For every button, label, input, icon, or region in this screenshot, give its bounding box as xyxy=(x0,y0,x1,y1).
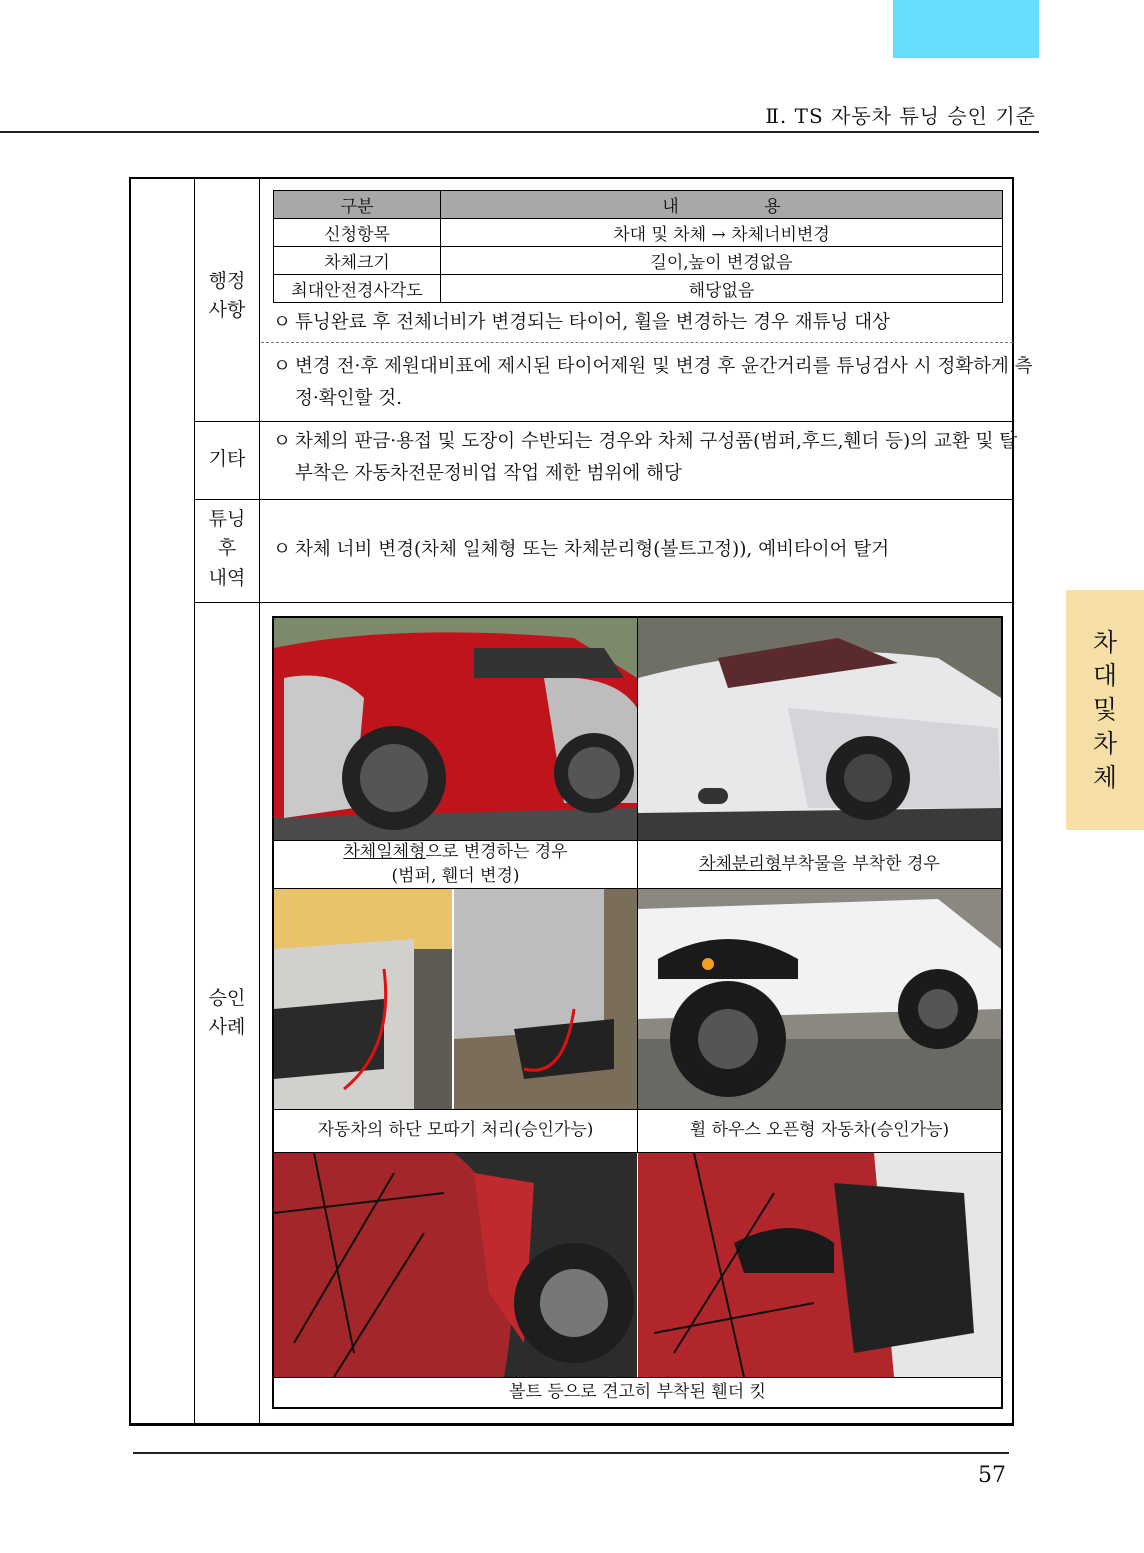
caption-open-wheel-house: 휠 하우스 오픈형 자동차(승인가능) xyxy=(638,1109,1001,1152)
admin-bullet-2: ㅇ 변경 전·후 제원대비표에 제시된 타이어제원 및 변경 후 윤간거리를 튜닝검사 시 정확하게 측정·확인할 것. xyxy=(273,351,1033,416)
chapter-side-tab xyxy=(1066,590,1144,830)
page-header-title: Ⅱ. TS 자동차 튜닝 승인 기준 xyxy=(765,104,1036,128)
photo-cell-integrated-body xyxy=(273,617,638,889)
column-divider xyxy=(259,179,260,1423)
bullet-mark: ㅇ xyxy=(273,356,291,377)
row-divider xyxy=(195,499,1012,500)
after-tuning-bullet: ㅇ 차체 너비 변경(차체 일체형 또는 차체분리형(볼트고정)), 예비타이어 탈거 xyxy=(273,534,1013,566)
photo-lower-chamfer-treatment xyxy=(274,889,637,1109)
row-label-after-tuning: 튜닝 후 내역 xyxy=(208,508,246,589)
photo-cell-chamfer xyxy=(273,888,638,1153)
bullet-mark: ㅇ xyxy=(273,431,291,452)
caption-integrated-body: 차체일체형으로 변경하는 경우 (범퍼, 휀더 변경) xyxy=(274,840,637,888)
spec-header-category: 구분 xyxy=(274,191,441,219)
photo-cell-separable-body xyxy=(637,617,1002,889)
caption-chamfer: 자동차의 하단 모따기 처리(승인가능) xyxy=(274,1109,637,1152)
row-divider xyxy=(195,421,1012,422)
photo-white-jeep-open-wheel-house xyxy=(638,889,1001,1109)
criteria-table xyxy=(129,177,1033,1426)
page-number: 57 xyxy=(978,1463,1006,1488)
approved-cases-photo-grid xyxy=(272,616,1003,1409)
caption-separable-body: 차체분리형 부착물을 부착한 경우 xyxy=(638,840,1001,888)
photo-white-sedan-fender-flare xyxy=(638,618,1001,840)
spec-header-content: 내 용 xyxy=(441,191,1003,219)
dotted-divider xyxy=(261,342,1013,343)
side-tab-char: 체 xyxy=(1092,762,1118,792)
side-tab-char: 차 xyxy=(1092,728,1118,758)
side-tab-char: 차 xyxy=(1092,627,1118,657)
photo-cell-fender-kit xyxy=(273,1152,1002,1408)
row-divider xyxy=(195,602,1012,603)
spec-cell: 차체크기 xyxy=(274,247,441,275)
etc-bullet: ㅇ 차체의 판금·용접 및 도장이 수반되는 경우와 차체 구성품(범퍼,후드,휀더 등)의 교환 및 탈부착은 자동차전문정비업 작업 제한 범위에 해당 xyxy=(273,426,1033,491)
photo-red-car-bolted-fender-kit xyxy=(274,1153,1001,1377)
spec-cell: 최대안전경사각도 xyxy=(274,275,441,303)
header-divider xyxy=(0,131,1039,133)
spec-cell: 차대 및 차체 → 차체너비변경 xyxy=(441,219,1003,247)
column-divider xyxy=(194,179,195,1423)
bullet-mark: ㅇ xyxy=(273,312,291,333)
spec-cell: 해당없음 xyxy=(441,275,1003,303)
spec-table xyxy=(273,190,1003,303)
photo-red-hatchback-wide-body xyxy=(274,618,637,840)
row-label-etc: 기타 xyxy=(208,448,246,470)
spec-cell: 길이,높이 변경없음 xyxy=(441,247,1003,275)
side-tab-char: 및 xyxy=(1092,695,1118,725)
admin-bullet-1: ㅇ 튜닝완료 후 전체너비가 변경되는 타이어, 휠을 변경하는 경우 재튜닝 대상 xyxy=(273,307,1013,339)
spec-cell: 신청항목 xyxy=(274,219,441,247)
row-label-admin: 행정 사항 xyxy=(208,270,246,321)
photo-cell-open-wheel-house xyxy=(637,888,1002,1153)
bullet-mark: ㅇ xyxy=(273,539,291,560)
row-label-approved-cases: 승인 사례 xyxy=(208,987,246,1038)
caption-fender-kit: 볼트 등으로 견고히 부착된 휀더 킷 xyxy=(274,1377,1001,1407)
top-color-tab xyxy=(893,0,1039,58)
side-tab-char: 대 xyxy=(1092,661,1118,691)
footer-divider xyxy=(133,1452,1009,1454)
